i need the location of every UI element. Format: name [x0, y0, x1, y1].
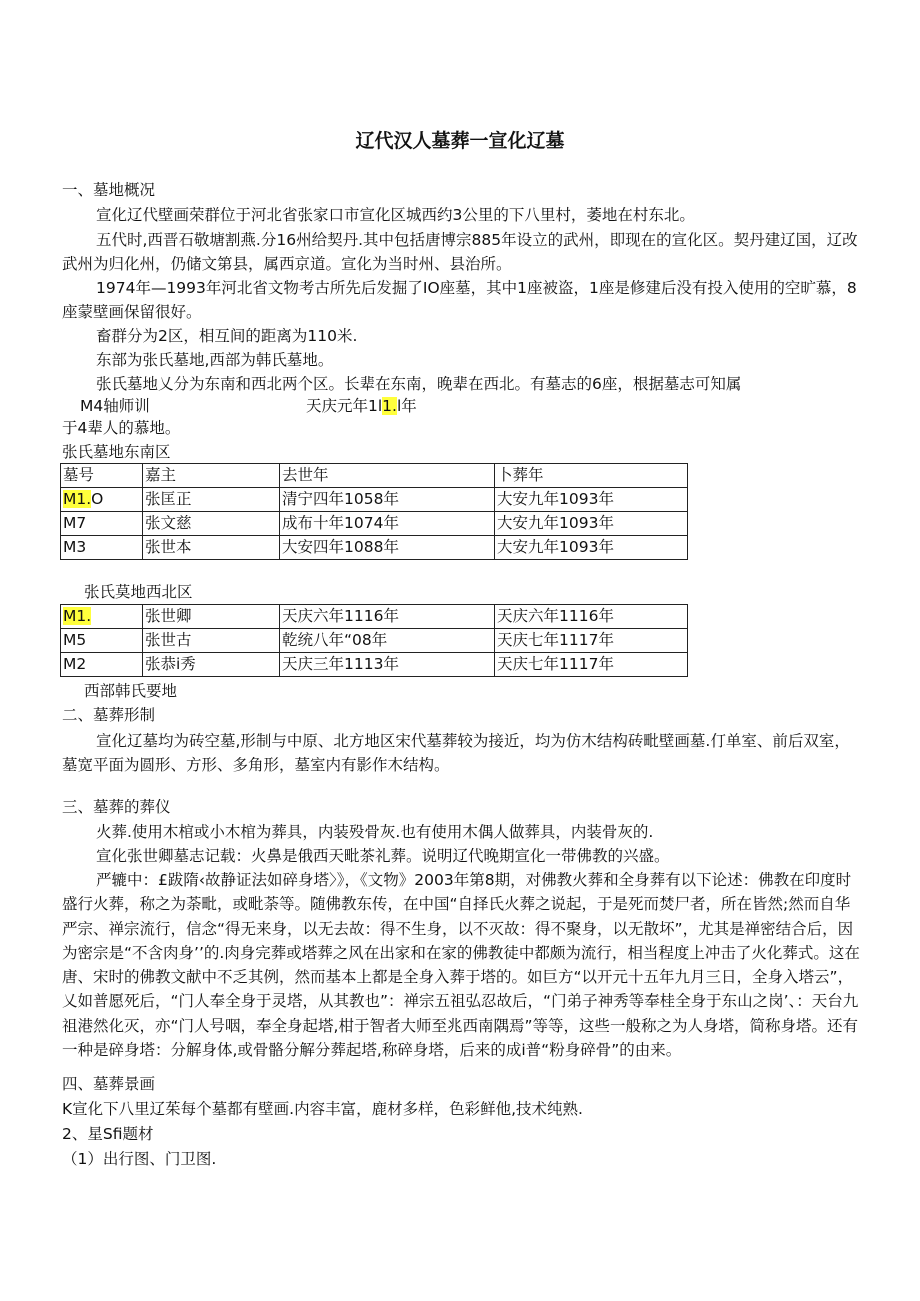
header-cell: 嘉主 — [143, 464, 280, 488]
paragraph: 宣化辽墓均为砖空墓,形制与中原、北方地区宋代墓葬较为接近，均为仿木结构砖毗壁画墓.仃单室、前后双室，墓宽平面为圆形、方形、多角形，墓室内有影作木结构。 — [62, 732, 850, 775]
header-cell: 卜葬年 — [495, 464, 688, 488]
owner-cell: 张世本 — [143, 536, 280, 560]
section-heading-4: 四、墓葬景画 — [62, 1075, 156, 1093]
paragraph: 宣化辽代壁画荣群位于河北省张家口市宣化区城西约3公里的下八里村，萎地在村东北。 — [96, 206, 695, 224]
table-row — [61, 536, 688, 560]
paragraph: 2、星Sfi题材 — [62, 1125, 154, 1143]
table-row — [61, 653, 688, 677]
tomb-note: M4轴师训 — [80, 397, 150, 415]
tomb-code-cell: M5 — [61, 629, 143, 653]
owner-cell: 张恭i秀 — [143, 653, 280, 677]
burial-year-cell: 大安九年1093年 — [495, 536, 688, 560]
table-row — [61, 512, 688, 536]
page-title: 辽代汉人墓葬一宣化辽墓 — [355, 130, 565, 152]
paragraph: 五代时,西晋石敬塘割燕.分16州给契丹.其中包括唐博宗885年设立的武州，即现在的宣化区。契丹建辽国，辽改武州为归化州，仍储文第县，属西京道。宣化为当时州、县治所。 — [62, 231, 858, 274]
table-row — [61, 629, 688, 653]
burial-year-cell: 天庆六年1116年 — [495, 605, 688, 629]
burial-year-cell: 大安九年1093年 — [495, 512, 688, 536]
owner-cell: 张世卿 — [143, 605, 280, 629]
header-cell: 去世年 — [280, 464, 495, 488]
paragraph: 西部韩氏要地 — [84, 682, 178, 700]
burial-year-cell: 天庆七年1117年 — [495, 653, 688, 677]
death-year-cell: 天庆六年1116年 — [280, 605, 495, 629]
death-year-cell: 乾统八年“08年 — [280, 629, 495, 653]
paragraph: 东部为张氏墓地,西部为韩氏墓地。 — [96, 351, 334, 369]
southeast-tomb-table — [60, 463, 688, 560]
tomb-code-cell: M1.O — [61, 488, 143, 512]
paragraph: 于4辈人的慕地。 — [62, 419, 181, 437]
paragraph: 火葬.使用木棺或小木棺为葬具，内装殁骨灰.也有使用木偶人做葬具，内装骨灰的. — [96, 823, 654, 841]
table-header-row — [61, 464, 688, 488]
northwest-tomb-table — [60, 604, 688, 677]
section-heading-2: 二、墓葬形制 — [62, 706, 156, 724]
table-caption: 张氏墓地东南区 — [62, 443, 171, 461]
tomb-code-cell: M2 — [61, 653, 143, 677]
death-year-cell: 天庆三年1113年 — [280, 653, 495, 677]
death-year-cell: 大安四年1088年 — [280, 536, 495, 560]
paragraph: 严辘中：£跋隋‹故静证法如碎身塔〉》，《文物》2003年第8期，对佛教火葬和全身葬有以下论述：佛教在印度时盛行火葬，称之为荼毗，或毗荼等。随佛教东传，在中国“自择氏火葬之说起，于是死而焚尸者，所在皆然;然而自华严宗、禅宗流行，信念“得无来身，以无去故：得不生身，以不灭故：得不聚身，以无散坏”，尤其是禅密结合后，因为密宗是“不含肉身’’的.肉身完葬或塔葬之风在出家和在家的佛教徒中都颇为流行，相当程度上冲击了火化葬式。这在唐、宋时的佛教文献中不乏其例，然而基本上都是全身入葬于塔的。如巨方“以开元十五年九月三日，全身入塔云”，乂如普愿死后，“门人奉全身于灵塔，从其教也”：禅宗五祖弘忍故后，“门弟子神秀等奉桂全身于东山之岗’、：天台九祖港然化灭，亦“门人号咽，奉全身起塔,柑于智者大师至兆西南隅焉”等等，这些一般称之为人身塔，简称身塔。还有一种是碎身塔：分解身体,或骨骼分解分葬起塔,称碎身塔，后来的成i普“粉身碎骨”的由来。 — [62, 871, 860, 1060]
tomb-code-cell: M1. — [61, 605, 143, 629]
section-heading-1: 一、墓地概况 — [62, 181, 156, 199]
death-year-cell: 清宁四年1058年 — [280, 488, 495, 512]
table-row — [61, 488, 688, 512]
paragraph: 张氏墓地乂分为东南和西北两个区。长辈在东南，晚辈在西北。有墓志的6座，根据墓志可知属 — [96, 375, 742, 393]
death-year-cell: 成布十年1074年 — [280, 512, 495, 536]
tomb-note-date: 天庆元年1l1.l年 — [306, 397, 417, 415]
paragraph: 宣化张世卿墓志记载：火鼻是俄西天毗茶礼葬。说明辽代晚期宣化一带佛教的兴盛。 — [96, 847, 670, 865]
burial-year-cell: 大安九年1093年 — [495, 488, 688, 512]
table-row — [61, 605, 688, 629]
burial-year-cell: 天庆七年1117年 — [495, 629, 688, 653]
owner-cell: 张世古 — [143, 629, 280, 653]
table-caption: 张氏莫地西北区 — [84, 583, 193, 601]
owner-cell: 张匡正 — [143, 488, 280, 512]
header-cell: 墓号 — [61, 464, 143, 488]
paragraph: （1）出行图、门卫图. — [62, 1150, 217, 1168]
section-heading-3: 三、墓葬的葬仪 — [62, 798, 171, 816]
tomb-code-cell: M3 — [61, 536, 143, 560]
paragraph: K宣化下八里辽茱每个墓都有壁画.内容丰富，鹿材多样，色彩鲜他,技术纯熟. — [62, 1100, 583, 1118]
paragraph: 畜群分为2区，相互间的距离为110米. — [96, 327, 358, 345]
highlight-mark: 1. — [382, 397, 397, 415]
paragraph: 1974年—1993年河北省文物考古所先后发掘了IO座墓，其中1座被盗，1座是修建后没有投入使用的空旷慕，8座蒙壁画保留很好。 — [62, 279, 857, 322]
tomb-code-cell: M7 — [61, 512, 143, 536]
owner-cell: 张文慈 — [143, 512, 280, 536]
